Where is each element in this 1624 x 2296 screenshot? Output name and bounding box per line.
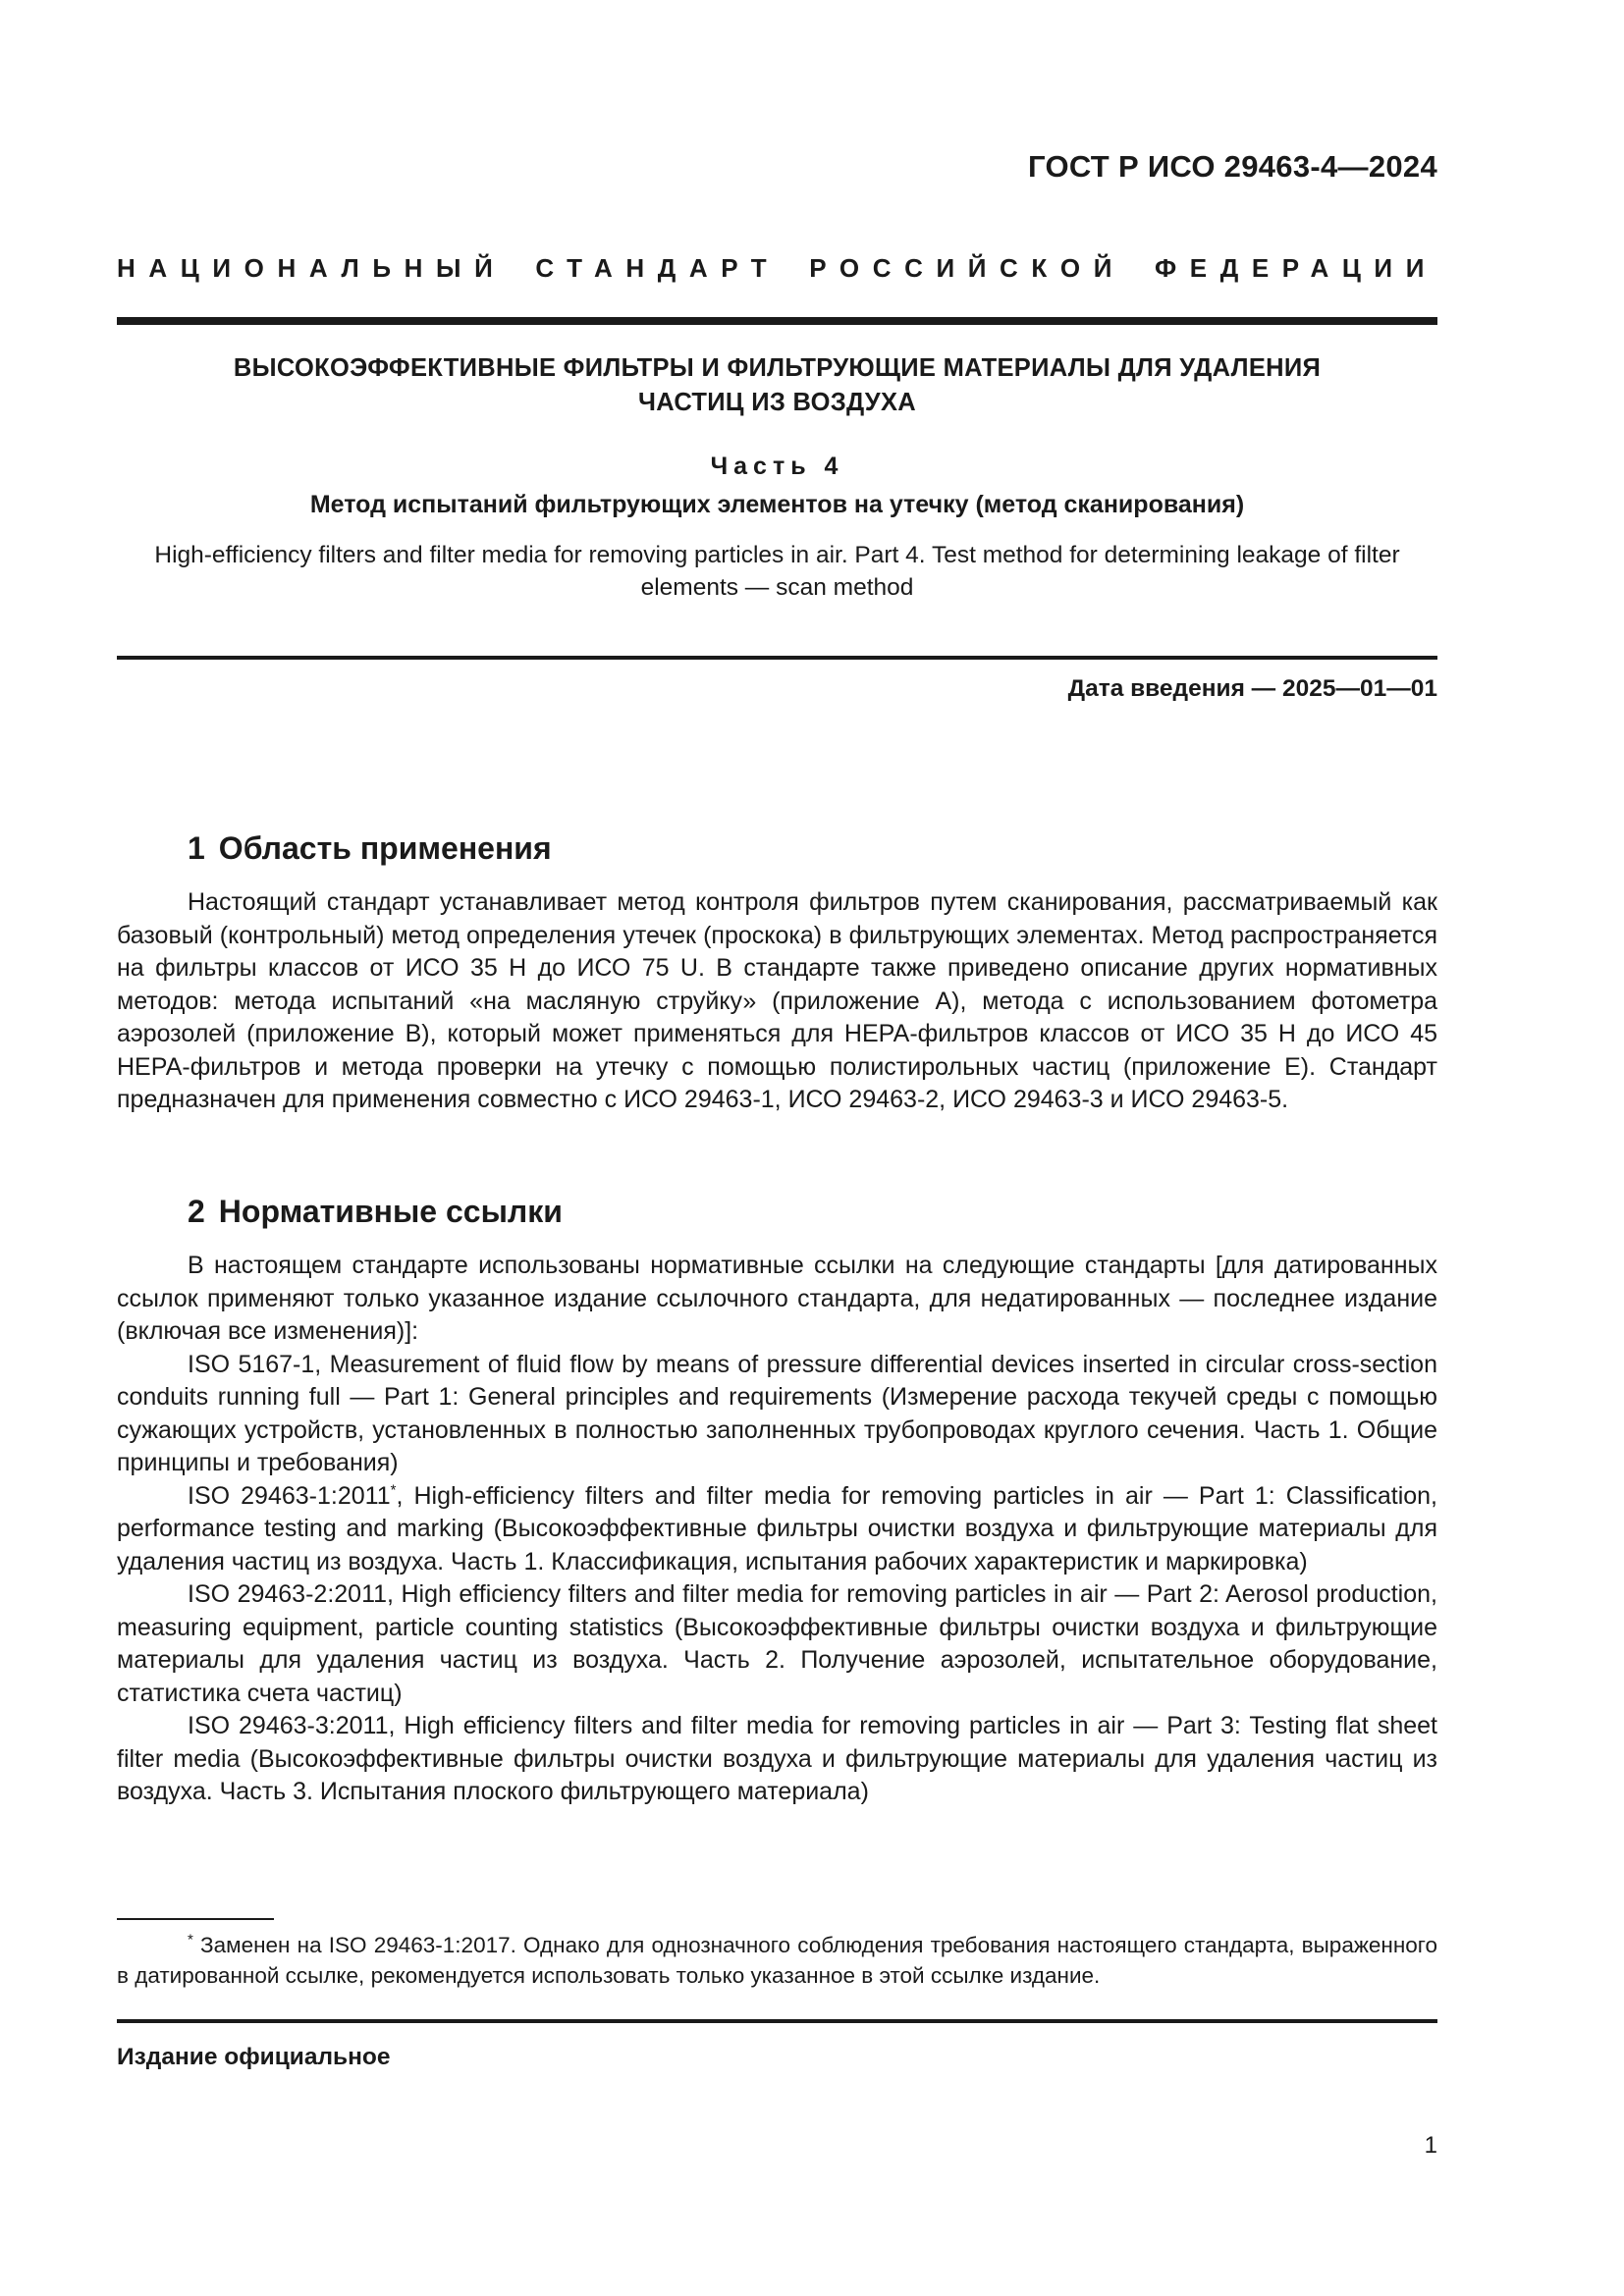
footnote-text: Заменен на ISO 29463-1:2017. Однако для однозначного соблюдения требования настоящего стандарта, выраженного в датированной ссылке, рекомендуется использовать только указанное в этой ссылке издание. <box>117 1933 1437 1988</box>
title-main-line2: ЧАСТИЦ ИЗ ВОЗДУХА <box>638 389 916 416</box>
section-1-paragraph: Настоящий стандарт устанавливает метод контроля фильтров путем сканирования, рассматриваемый как базовый (контрольный) метод определения утечек (проскока) в фильтрующих элементах. Метод распространяется на фильтры классов от ИСО 35 Н до ИСО 75 U. В стандарте также приведено описание других нормативных методов: метода испытаний «на масляную струйку» (приложение А), метода с использованием фотометра аэрозолей (приложение В), который может применяться для НЕРА-фильтров классов от ИСО 35 Н до ИСО 45 НЕРА-фильтров и метода проверки на утечку с помощью полистирольных частиц (приложение Е). Стандарт предназначен для применения совместно с ИСО 29463-1, ИСО 29463-2, ИСО 29463-3 и ИСО 29463-5. <box>117 888 1437 1113</box>
section-2-title: Нормативные ссылки <box>218 1194 563 1229</box>
reference-iso-29463-2: ISO 29463-2:2011, High efficiency filters and filter media for removing particles in air — Part 2: Aerosol production, measuring equipment, particle counting statistics (Высокоэффективные фильтры очистки воздуха и фильтрующие материалы для удаления частиц из воздуха. Часть 2. Получение аэрозолей, испытательное оборудование, статистика счета частиц) <box>117 1580 1437 1707</box>
title-english: High-efficiency filters and filter media for removing particles in air. Part 4. Test method for determining leakage of filter elements — scan method <box>154 542 1400 601</box>
part-title: Метод испытаний фильтрующих элементов на утечку (метод сканирования) <box>309 491 1245 518</box>
section-1-title: Область применения <box>218 830 552 866</box>
title-block <box>117 351 1437 604</box>
reference-iso-5167-1: ISO 5167-1, Measurement of fluid flow by means of pressure differential devices inserted in circular cross-section conduits running full — Part 1: General principles and requirements (Измерение расхода текучей среды с помощью сужающих устройств, установленных в полностью заполненных трубопроводах круглого сечения. Часть 1. Общие принципы и требования) <box>117 1350 1437 1476</box>
reference-iso-29463-3: ISO 29463-3:2011, High efficiency filters and filter media for removing particles in air — Part 3: Testing flat sheet filter media (Высокоэффективные фильтры очистки воздуха и фильтрующие материалы для удаления частиц из воздуха. Часть 3. Испытания плоского фильтрующего материала) <box>117 1712 1437 1805</box>
page-number: 1 <box>1424 2132 1437 2159</box>
footnote-mark[interactable]: * <box>390 1481 397 1499</box>
official-edition-label: Издание официальное <box>117 2044 391 2070</box>
footnote-marker: * <box>188 1931 193 1949</box>
title-rule <box>117 656 1437 660</box>
national-standard-banner: НАЦИОНАЛЬНЫЙ СТАНДАРТ РОССИЙСКОЙ ФЕДЕРАЦИИ <box>117 253 1437 283</box>
gost-code: ГОСТ Р ИСО 29463-4—2024 <box>1028 149 1437 184</box>
footer-rule <box>117 2019 1437 2023</box>
reference-iso-29463-1-text: , High-efficiency filters and filter media for removing particles in air — Part 1: Classification, performance testing and marking (Высокоэффективные фильтры очистки воздуха и фильтрующие материалы для удаления частиц из воздуха. Часть 1. Классификация, испытания рабочих характеристик и маркировка) <box>117 1481 1438 1575</box>
section-2-heading <box>188 1194 563 1230</box>
section-1-body <box>117 886 1437 1117</box>
document-page <box>117 0 1437 2296</box>
section-1-heading <box>188 830 552 867</box>
section-1-number: 1 <box>188 830 205 866</box>
header-rule <box>117 317 1437 325</box>
title-main-line1: ВЫСОКОЭФФЕКТИВНЫЕ ФИЛЬТРЫ И ФИЛЬТРУЮЩИЕ МАТЕРИАЛЫ ДЛЯ УДАЛЕНИЯ <box>233 354 1322 382</box>
section-2-number: 2 <box>188 1194 205 1229</box>
intro-date: Дата введения — 2025—01—01 <box>1067 675 1437 702</box>
footnote-rule <box>117 1918 274 1920</box>
section-2-paragraph-intro: В настоящем стандарте использованы нормативные ссылки на следующие стандарты [для датированных ссылок применяют только указанное издание ссылочного стандарта, для недатированных — последнее издание (включая все изменения)]: <box>117 1252 1437 1345</box>
part-label: Часть 4 <box>710 453 844 480</box>
reference-iso-29463-1-code: ISO 29463-1:2011 <box>188 1481 391 1510</box>
reference-iso-29463-1 <box>117 1480 1437 1579</box>
section-2-body <box>117 1250 1437 1809</box>
footnote <box>117 1930 1437 1991</box>
title-main <box>117 351 1437 420</box>
